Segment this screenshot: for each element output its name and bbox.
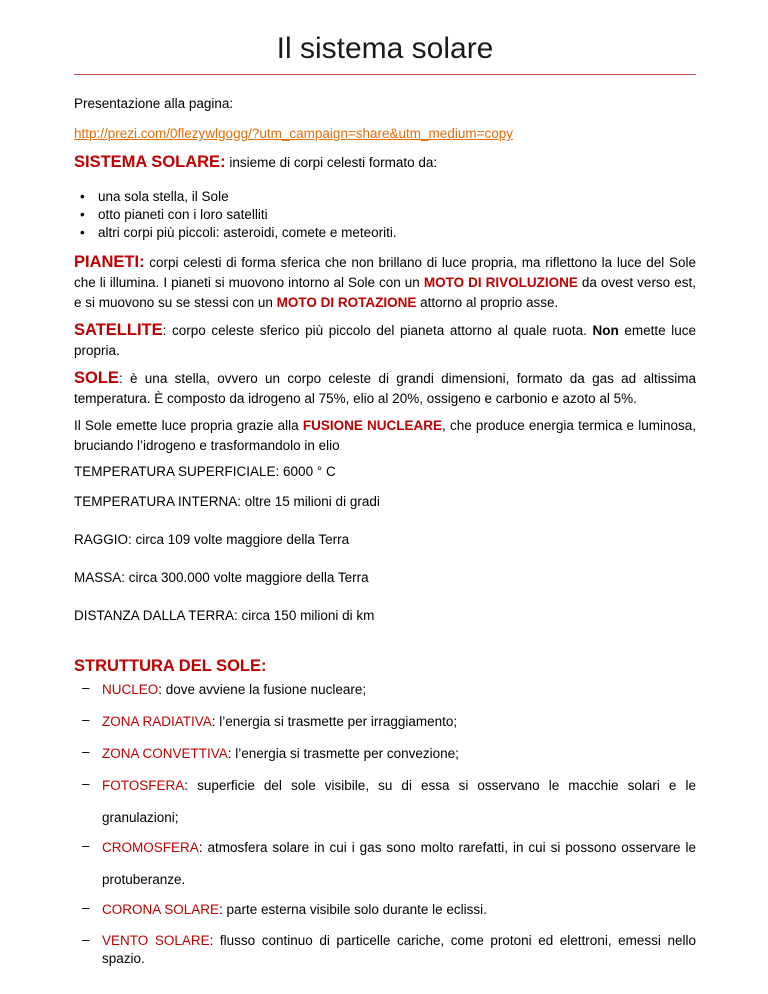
presentation-link[interactable]: http://prezi.com/0flezywlgogg/?utm_campaign=share&utm_medium=copy (74, 126, 513, 141)
sole-heading: SOLE (74, 369, 119, 387)
sistema-text: insieme di corpi celesti formato da: (229, 155, 438, 170)
struttura-heading-line (74, 656, 696, 677)
dash-marker: – (82, 776, 90, 791)
pianeti-paragraph: PIANETI: corpi celesti di forma sferica che non brillano di luce propria, ma riflettono la luce del Sole che li illumina. I pianeti si muovono intorno al Sole con un MOTO DI RIVOLUZIONE da ovest verso est, e si muovono su se stessi con un MOTO DI ROTAZIONE attorno al proprio asse. (74, 253, 696, 310)
satellite-heading: SATELLITE (74, 321, 163, 339)
dash-marker: – (82, 932, 90, 947)
satellite-paragraph: SATELLITE: corpo celeste sferico più piccolo del pianeta attorno al quale ruota. Non emette luce propria. (74, 321, 696, 358)
fact-line: TEMPERATURA SUPERFICIALE: 6000 ° C (74, 464, 336, 479)
fact-line: MASSA: circa 300.000 volte maggiore della Terra (74, 570, 369, 585)
bullet-marker: • (80, 189, 85, 204)
fact-line: RAGGIO: circa 109 volte maggiore della Terra (74, 532, 350, 547)
dash-marker: – (82, 712, 90, 727)
fact-line: TEMPERATURA INTERNA: oltre 15 milioni di gradi (74, 494, 380, 509)
struttura-heading: STRUTTURA DEL SOLE: (74, 657, 267, 675)
sole-paragraph: SOLE: è una stella, ovvero un corpo celeste di grandi dimensioni, formato da gas ad altissima temperatura. È composto da idrogeno al 75%, elio al 20%, ossigeno e carbonio e azoto al 5%. (74, 369, 696, 406)
fact-line: DISTANZA DALLA TERRA: circa 150 milioni di km (74, 608, 375, 623)
dash-marker: – (82, 680, 90, 695)
title-rule (74, 74, 696, 75)
pianeti-heading: PIANETI: (74, 253, 145, 271)
sistema-heading: SISTEMA SOLARE: (74, 153, 226, 171)
bullet-marker: • (80, 207, 85, 222)
sistema-paragraph (74, 152, 696, 173)
page-title: Il sistema solare (276, 32, 494, 65)
dash-marker: – (82, 838, 90, 853)
fusione-paragraph: Il Sole emette luce propria grazie alla FUSIONE NUCLEARE, che produce energia termica e luminosa, bruciando l’idrogeno e trasformandolo in elio (74, 418, 696, 453)
bullet-marker: • (80, 225, 85, 240)
dash-marker: – (82, 744, 90, 759)
dash-marker: – (82, 900, 90, 915)
intro-label: Presentazione alla pagina: (74, 96, 234, 111)
